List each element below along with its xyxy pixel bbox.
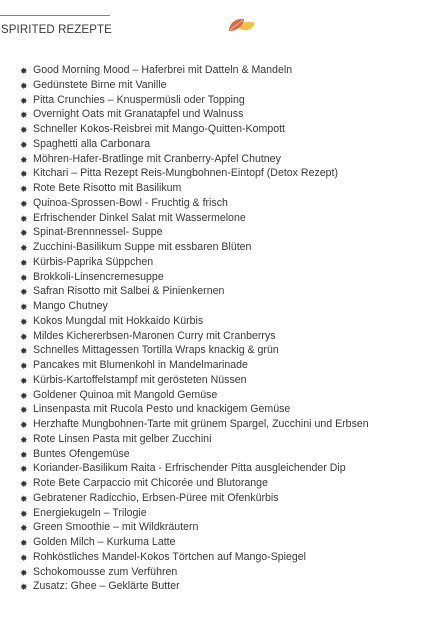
list-item [20, 461, 369, 476]
list-item [20, 506, 369, 521]
flower-bullet-icon: ✸ [20, 449, 28, 460]
recipe-link[interactable]: Kürbis-Kartoffelstampf mit gerösteten Nüssen [33, 373, 247, 386]
flower-bullet-icon: ✸ [20, 154, 28, 165]
recipe-list [20, 63, 369, 594]
recipe-link[interactable]: Kokos Mungdal mit Hokkaido Kürbis [33, 314, 204, 327]
flower-bullet-icon: ✸ [20, 257, 28, 268]
leaves-icon [227, 16, 259, 34]
recipe-link[interactable]: Zusatz: Ghee – Geklärte Butter [33, 580, 180, 593]
flower-bullet-icon: ✸ [20, 228, 28, 239]
recipe-link[interactable]: Rohköstliches Mandel-Kokos Törtchen auf Mango-Spiegel [33, 550, 307, 563]
list-item [20, 93, 369, 108]
recipe-link[interactable]: Möhren-Hafer-Bratlinge mit Cranberry-Apfel Chutney [33, 152, 281, 165]
list-item [20, 388, 369, 403]
flower-bullet-icon: ✸ [20, 331, 28, 342]
recipe-link[interactable]: Linsenpasta mit Rucola Pesto und knackigem Gemüse [33, 403, 291, 416]
list-item [20, 166, 369, 181]
list-item [20, 78, 369, 93]
recipe-link[interactable]: Goldener Quinoa mit Mangold Gemüse [33, 388, 218, 401]
flower-bullet-icon: ✸ [20, 66, 28, 76]
recipe-link[interactable]: Koriander-Basilikum Raita - Erfrischender Pitta ausgleichender Dip [33, 462, 346, 475]
flower-bullet-icon: ✸ [20, 198, 28, 209]
list-item [20, 535, 369, 550]
flower-bullet-icon: ✸ [20, 508, 28, 519]
flower-bullet-icon: ✸ [20, 346, 28, 357]
recipe-link[interactable]: Schneller Kokos-Reisbrei mit Mango-Quitten-Kompott [33, 123, 285, 135]
recipe-link[interactable]: Golden Milch – Kurkuma Latte [33, 536, 176, 548]
flower-bullet-icon: ✸ [20, 464, 28, 475]
list-item [20, 255, 369, 270]
list-item [20, 137, 369, 152]
flower-bullet-icon: ✸ [20, 139, 28, 150]
recipe-link[interactable]: Quinoa-Sprossen-Bowl - Fruchtig & frisch [33, 196, 228, 209]
flower-bullet-icon: ✸ [20, 390, 28, 401]
recipe-link[interactable]: Buntes Ofengemüse [33, 447, 130, 460]
list-item [20, 329, 369, 344]
flower-bullet-icon: ✸ [20, 316, 28, 327]
flower-bullet-icon: ✸ [20, 420, 28, 430]
recipe-link[interactable]: Mango Chutney [33, 300, 108, 312]
list-item [20, 63, 369, 78]
recipe-link[interactable]: Green Smoothie – mit Wildkräutern [33, 521, 199, 534]
recipe-link[interactable]: Rote Bete Risotto mit Basilikum [33, 182, 182, 194]
recipe-link[interactable]: Spinat-Brennnessel- Suppe [33, 226, 163, 239]
recipe-link[interactable]: Brokkoli-Linsencremesuppe [33, 270, 164, 283]
list-item [20, 270, 369, 285]
page-title: SPIRITED REZEPTE [1, 24, 112, 36]
flower-bullet-icon: ✸ [20, 479, 28, 489]
flower-bullet-icon: ✸ [20, 169, 28, 180]
list-item [20, 432, 369, 447]
recipe-link[interactable]: Kitchari – Pitta Rezept Reis-Mungbohnen-Eintopf (Detox Rezept) [33, 167, 339, 180]
flower-bullet-icon: ✸ [20, 125, 28, 135]
recipe-link[interactable]: Overnight Oats mit Granatapfel und Walnuss [33, 108, 244, 121]
flower-bullet-icon: ✸ [20, 243, 28, 253]
flower-bullet-icon: ✸ [20, 405, 28, 416]
recipe-link[interactable]: Schokomousse zum Verführen [33, 565, 178, 578]
recipe-link[interactable]: Zucchini-Basilikum Suppe mit essbaren Blüten [33, 241, 252, 253]
list-item [20, 225, 369, 240]
flower-bullet-icon: ✸ [20, 213, 28, 224]
recipe-link[interactable]: Herzhafte Mungbohnen-Tarte mit grünem Spargel, Zucchini und Erbsen [33, 418, 369, 430]
list-item [20, 476, 369, 491]
flower-bullet-icon: ✸ [20, 361, 28, 371]
list-item [20, 343, 369, 358]
list-item [20, 402, 369, 417]
list-item [20, 550, 369, 565]
flower-bullet-icon: ✸ [20, 110, 28, 121]
list-item [20, 491, 369, 506]
list-item [20, 579, 369, 594]
flower-bullet-icon: ✸ [20, 302, 28, 312]
list-item [20, 107, 369, 122]
list-item [20, 284, 369, 299]
recipe-link[interactable]: Pitta Crunchies – Knuspermüsli oder Topping [33, 93, 245, 106]
list-item [20, 358, 369, 373]
list-item [20, 196, 369, 211]
list-item [20, 152, 369, 167]
flower-bullet-icon: ✸ [20, 567, 28, 578]
recipe-link[interactable]: Gebratener Radicchio, Erbsen-Püree mit Ofenkürbis [33, 491, 279, 504]
recipe-link[interactable]: Gedünstete Birne mit Vanille [33, 78, 167, 91]
recipe-link[interactable]: Schnelles Mittagessen Tortilla Wraps knackig & grün [33, 344, 279, 357]
flower-bullet-icon: ✸ [20, 552, 28, 563]
flower-bullet-icon: ✸ [20, 582, 28, 593]
flower-bullet-icon: ✸ [20, 80, 28, 91]
flower-bullet-icon: ✸ [20, 184, 28, 194]
recipe-link[interactable]: Pancakes mit Blumenkohl in Mandelmarinade [33, 359, 248, 371]
flower-bullet-icon: ✸ [20, 538, 28, 548]
list-item [20, 211, 369, 226]
list-item [20, 299, 369, 314]
recipe-link[interactable]: Energiekugeln – Trilogie [33, 506, 147, 519]
flower-bullet-icon: ✸ [20, 95, 28, 106]
recipe-link[interactable]: Erfrischender Dinkel Salat mit Wassermelone [33, 211, 246, 224]
recipe-link[interactable]: Kürbis-Paprika Süppchen [33, 255, 154, 268]
flower-bullet-icon: ✸ [20, 434, 28, 445]
list-item [20, 417, 369, 432]
recipe-link[interactable]: Good Morning Mood – Haferbrei mit Datteln & Mandeln [33, 64, 293, 76]
list-item [20, 565, 369, 580]
list-item [20, 447, 369, 462]
recipe-link[interactable]: Safran Risotto mit Salbei & Pinienkernen [33, 285, 225, 298]
recipe-link[interactable]: Rote Bete Carpaccio mit Chicorée und Blutorange [33, 477, 268, 489]
recipe-link[interactable]: Spaghetti alla Carbonara [33, 137, 151, 150]
list-item [20, 240, 369, 255]
list-item [20, 314, 369, 329]
recipe-link[interactable]: Mildes Kichererbsen-Maronen Curry mit Cranberrys [33, 329, 276, 342]
list-item [20, 373, 369, 388]
flower-bullet-icon: ✸ [20, 272, 28, 283]
list-item [20, 122, 369, 137]
recipe-link[interactable]: Rote Linsen Pasta mit gelber Zucchini [33, 432, 212, 445]
flower-bullet-icon: ✸ [20, 493, 28, 504]
flower-bullet-icon: ✸ [20, 287, 28, 298]
flower-bullet-icon: ✸ [20, 375, 28, 386]
flower-bullet-icon: ✸ [20, 523, 28, 534]
header-divider [0, 15, 110, 16]
list-item [20, 520, 369, 535]
list-item [20, 181, 369, 196]
